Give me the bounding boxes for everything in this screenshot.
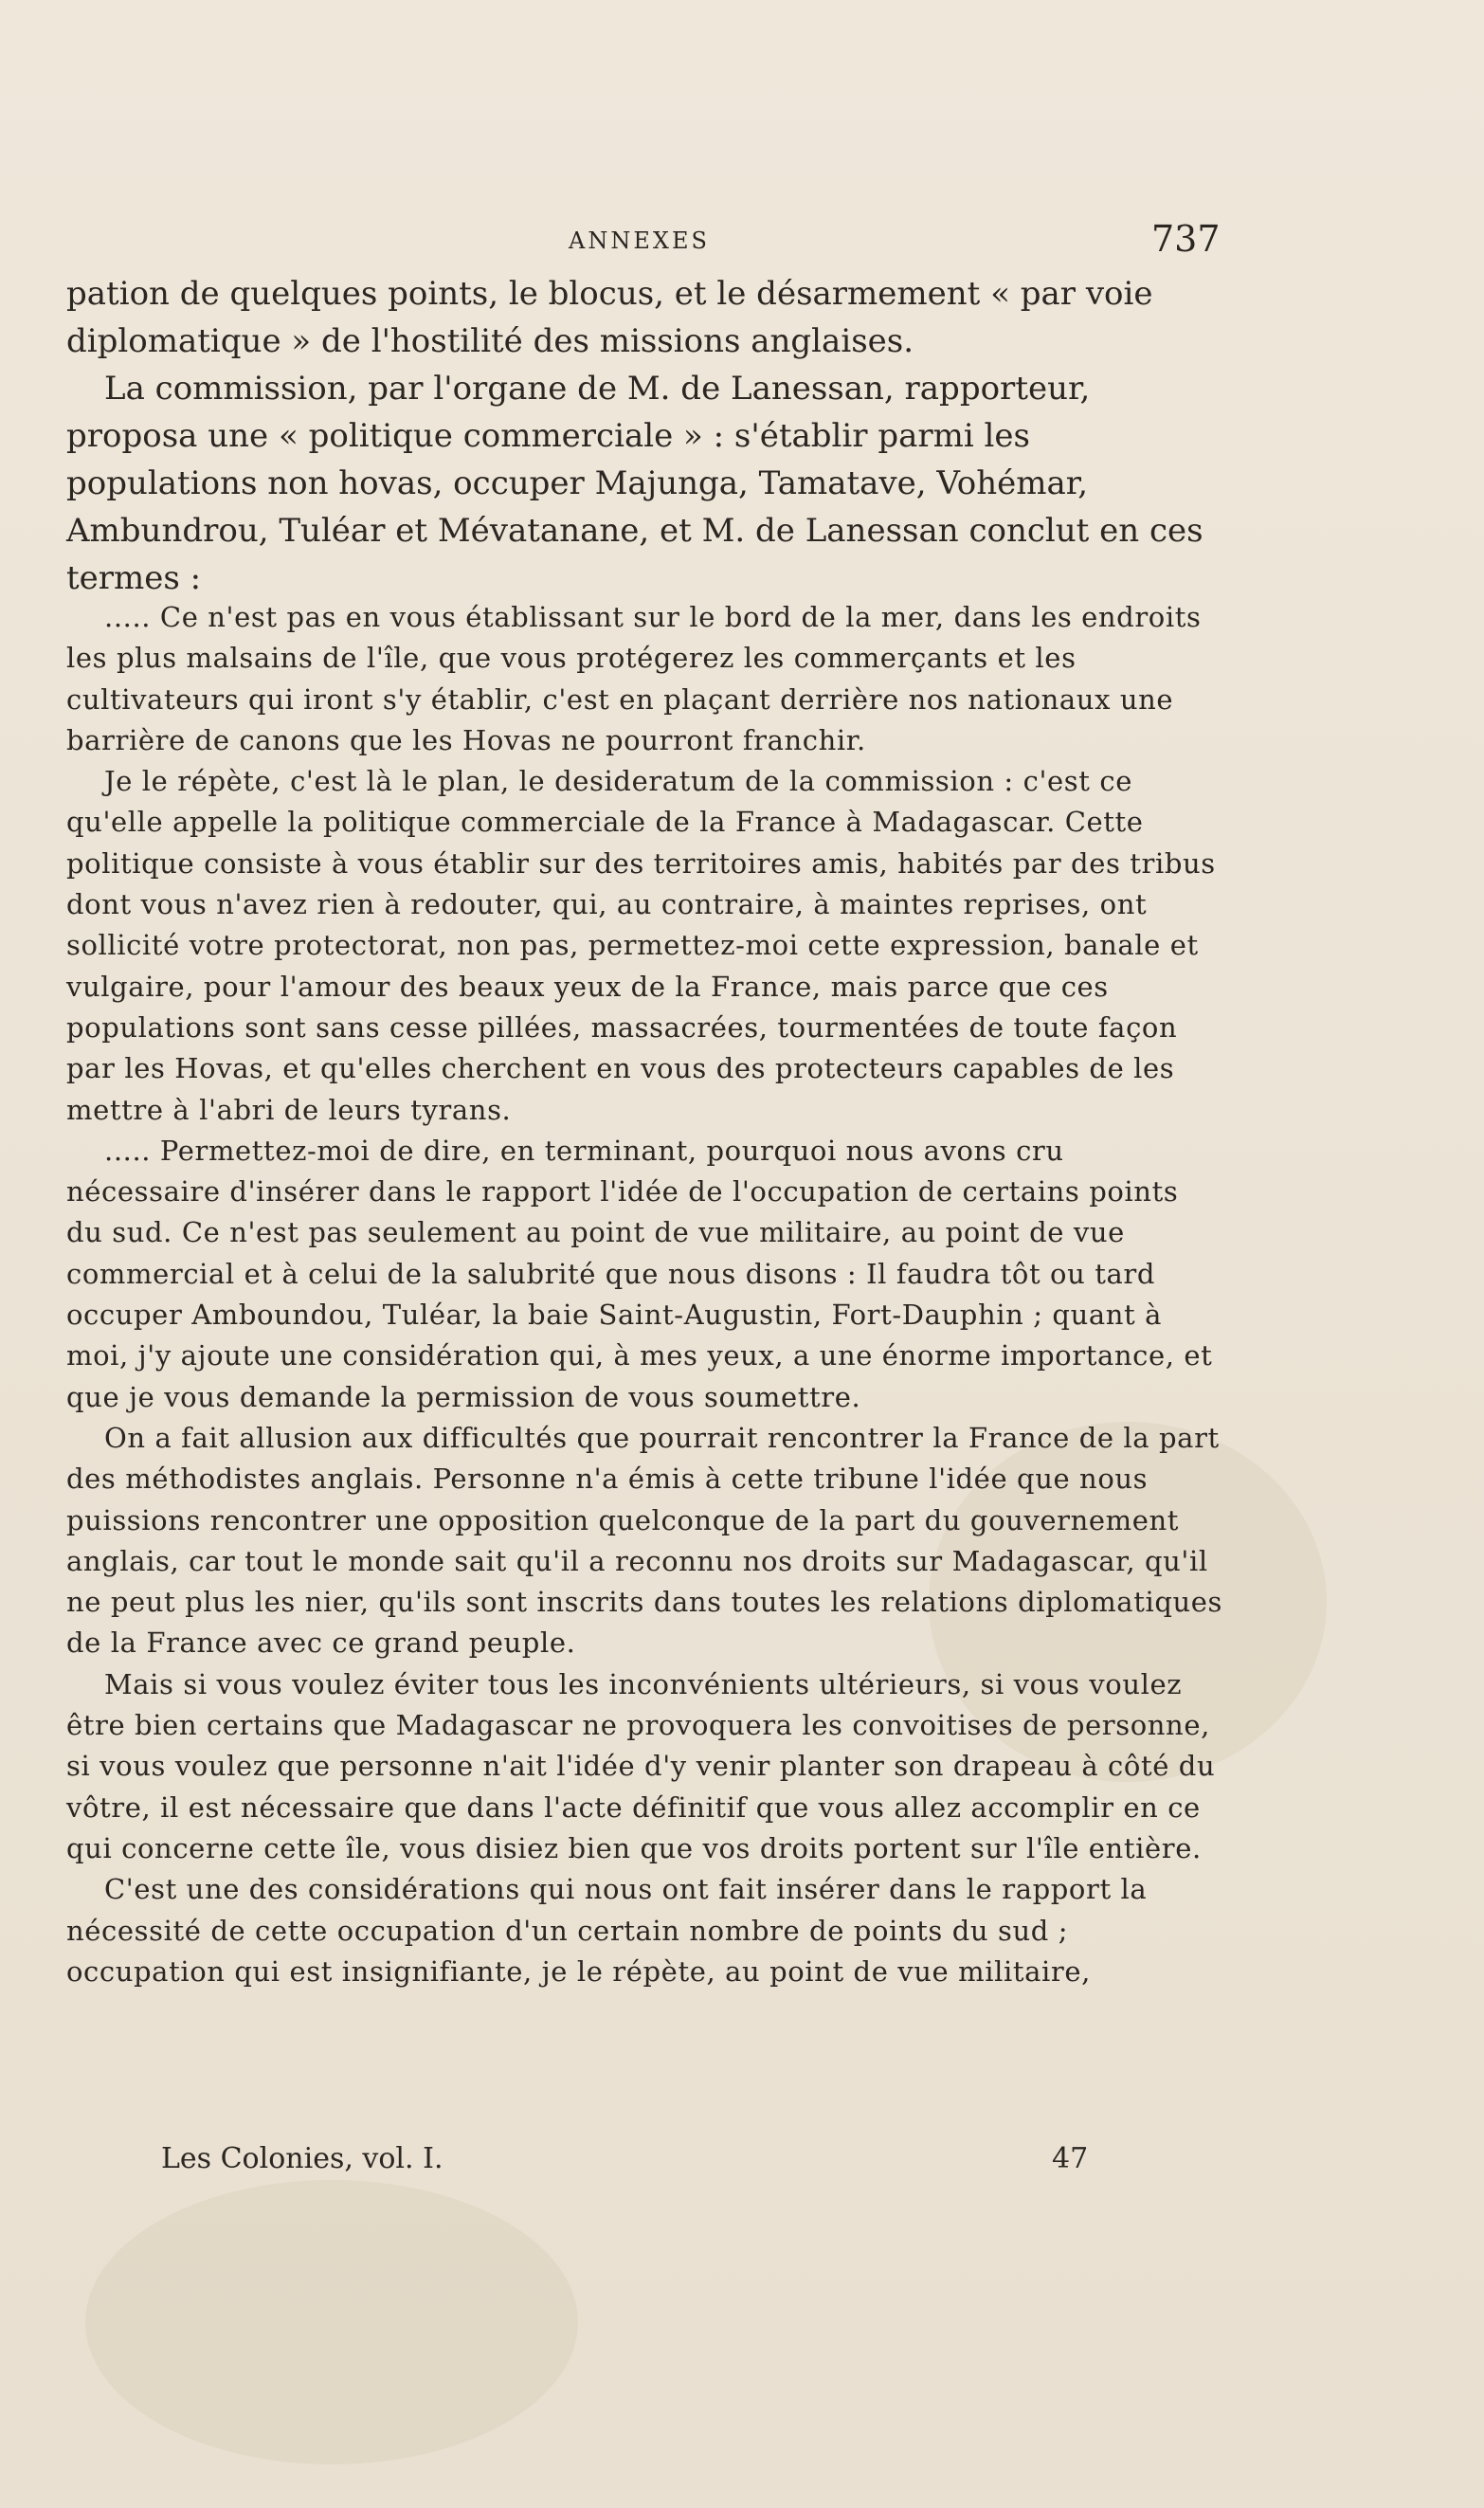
body-text — [66, 270, 1222, 602]
folio-number: 47 — [1052, 2142, 1089, 2175]
quote-paragraph: ..... Ce n'est pas en vous établissant sur le bord de la mer, dans les endroits les plus malsains de l'île, que vous protégerez les commerçants et les cultivateurs qui iront s'y établir, c'est en plaçant derrière nos nationaux une barrière de canons que les Hovas ne pourront franchir. — [66, 601, 1202, 756]
quote-paragraph: On a fait allusion aux difficultés que pourrait rencontrer la France de la part des méthodistes anglais. Personne n'a émis à cette tribune l'idée que nous puissions rencontrer une opposition quelconque de la part du gouvernement anglais, car tout le monde sait qu'il a reconnu nos droits sur Madagascar, qu'il ne peut plus les nier, qu'ils sont inscrits dans toutes les relations diplomatiques de la France avec ce grand peuple. — [66, 1421, 1223, 1660]
page-footer — [161, 2142, 1109, 2190]
quoted-speech — [66, 597, 1222, 1992]
running-title: ANNEXES — [569, 227, 710, 254]
paragraph: pation de quelques points, le blocus, et le désarmement « par voie diplomatique » de l'hostilité des missions anglaises. — [66, 275, 1153, 360]
paper-stain — [85, 2180, 578, 2464]
paragraph: La commission, par l'organe de M. de Lanessan, rapporteur, proposa une « politique commerciale » : s'établir parmi les populations non hovas, occuper Majunga, Tamatave, Vohémar, Ambundrou, Tuléar et Mévatanane, et M. de Lanessan conclut en ces termes : — [66, 370, 1203, 597]
page-number: 737 — [1151, 218, 1221, 260]
quote-paragraph: ..... Permettez-moi de dire, en terminant, pourquoi nous avons cru nécessaire d'insérer dans le rapport l'idée de l'occupation de certains points du sud. Ce n'est pas seulement au point de vue militaire, au point de vue commercial et à celui de la salubrité que nous disons : Il faudra tôt ou tard occuper Amboundou, Tuléar, la baie Saint-Augustin, Fort-Dauphin ; quant à moi, j'y ajoute une considération qui, à mes yeux, a une énorme importance, et que je vous demande la permission de vous soumettre. — [66, 1134, 1213, 1413]
quote-paragraph: C'est une des considérations qui nous ont fait insérer dans le rapport la nécessité de cette occupation d'un certain nombre de points du sud ; occupation qui est insignifiante, je le répète, au point de vue militaire, — [66, 1873, 1148, 1988]
page-header — [66, 218, 1221, 265]
signature-line: Les Colonies, vol. I. — [161, 2142, 443, 2175]
quote-paragraph: Je le répète, c'est là le plan, le desideratum de la commission : c'est ce qu'elle appelle la politique commerciale de la France à Madagascar. Cette politique consiste à vous établir sur des territoires amis, habités par des tribus dont vous n'avez rien à redouter, qui, au contraire, à maintes reprises, ont sollicité votre protectorat, non pas, permettez-moi cette expression, banale et vulgaire, pour l'amour des beaux yeux de la France, mais parce que ces populations sont sans cesse pillées, massacrées, tourmentées de toute façon par les Hovas, et qu'elles cherchent en vous des protecteurs capables de les mettre à l'abri de leurs tyrans. — [66, 765, 1216, 1126]
quote-paragraph: Mais si vous voulez éviter tous les inconvénients ultérieurs, si vous voulez être bien certains que Madagascar ne provoquera les convoitises de personne, si vous voulez que personne n'ait l'idée d'y venir planter son drapeau à côté du vôtre, il est nécessaire que dans l'acte définitif que vous allez accomplir en ce qui concerne cette île, vous disiez bien que vos droits portent sur l'île entière. — [66, 1667, 1216, 1864]
